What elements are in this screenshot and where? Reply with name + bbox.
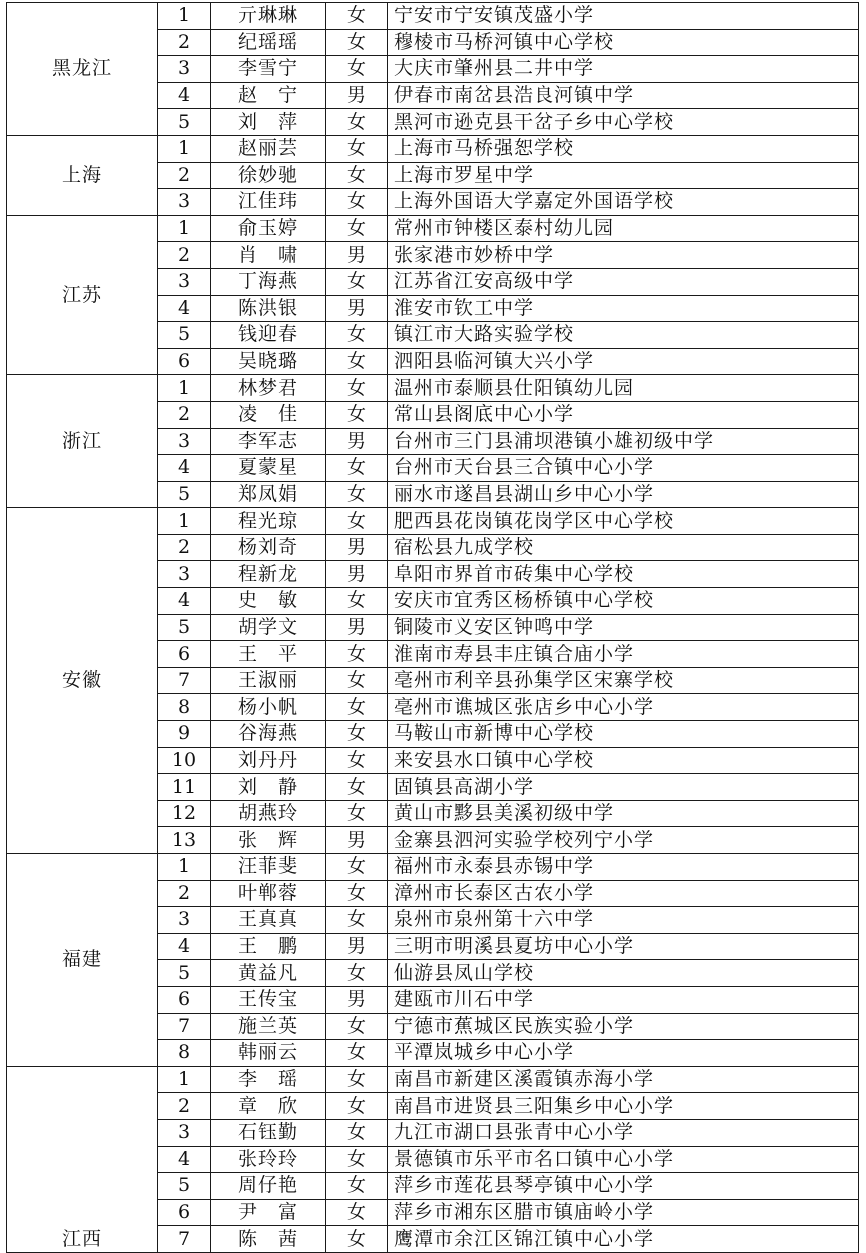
school-cell: 萍乡市莲花县琴亭镇中心小学: [388, 1173, 859, 1200]
school-cell: 泉州市泉州第十六中学: [388, 907, 859, 934]
gender-cell: 女: [326, 1226, 388, 1253]
name-cell: 胡学文: [211, 614, 326, 641]
school-cell: 宁安市宁安镇茂盛小学: [388, 3, 859, 30]
serial-number-cell: 3: [158, 189, 211, 216]
table-row: [7, 1066, 859, 1093]
gender-cell: 女: [326, 641, 388, 668]
gender-cell: 女: [326, 721, 388, 748]
name-cell: 钱迎春: [211, 322, 326, 349]
school-cell: 平潭岚城乡中心小学: [388, 1040, 859, 1067]
serial-number-cell: 3: [158, 428, 211, 455]
serial-number-cell: 1: [158, 508, 211, 535]
gender-cell: 女: [326, 747, 388, 774]
gender-cell: 女: [326, 1199, 388, 1226]
name-cell: 叶郸蓉: [211, 880, 326, 907]
serial-number-cell: 2: [158, 401, 211, 428]
serial-number-cell: 5: [158, 481, 211, 508]
name-cell: 徐妙驰: [211, 162, 326, 189]
serial-number-cell: 2: [158, 1093, 211, 1120]
gender-cell: 女: [326, 268, 388, 295]
serial-number-cell: 9: [158, 721, 211, 748]
name-cell: 赵丽芸: [211, 135, 326, 162]
school-cell: 黄山市黟县美溪初级中学: [388, 800, 859, 827]
school-cell: 铜陵市义安区钟鸣中学: [388, 614, 859, 641]
gender-cell: 女: [326, 880, 388, 907]
gender-cell: 女: [326, 401, 388, 428]
name-cell: 丁海燕: [211, 268, 326, 295]
name-cell: 石钰勤: [211, 1119, 326, 1146]
serial-number-cell: 3: [158, 561, 211, 588]
name-cell: 王传宝: [211, 986, 326, 1013]
school-cell: 伊春市南岔县浩良河镇中学: [388, 82, 859, 109]
serial-number-cell: 5: [158, 960, 211, 987]
gender-cell: 女: [326, 1013, 388, 1040]
name-cell: 章 欣: [211, 1093, 326, 1120]
province-cell: 上海: [7, 135, 158, 215]
serial-number-cell: 3: [158, 907, 211, 934]
gender-cell: 男: [326, 827, 388, 854]
table-row: [7, 375, 859, 402]
school-cell: 来安县水口镇中心学校: [388, 747, 859, 774]
gender-cell: 女: [326, 694, 388, 721]
name-cell: 李雪宁: [211, 56, 326, 83]
school-cell: 肥西县花岗镇花岗学区中心学校: [388, 508, 859, 535]
gender-cell: 女: [326, 481, 388, 508]
serial-number-cell: 6: [158, 986, 211, 1013]
serial-number-cell: 4: [158, 933, 211, 960]
serial-number-cell: 4: [158, 295, 211, 322]
school-cell: 丽水市遂昌县湖山乡中心小学: [388, 481, 859, 508]
name-cell: 韩丽云: [211, 1040, 326, 1067]
serial-number-cell: 1: [158, 854, 211, 881]
name-cell: 夏蒙星: [211, 455, 326, 482]
province-cell: 黑龙江: [7, 3, 158, 136]
school-cell: 南昌市新建区溪霞镇赤海小学: [388, 1066, 859, 1093]
name-cell: 黄益凡: [211, 960, 326, 987]
gender-cell: 女: [326, 109, 388, 136]
school-cell: 宿松县九成学校: [388, 534, 859, 561]
school-cell: 安庆市宜秀区杨桥镇中心学校: [388, 588, 859, 615]
serial-number-cell: 5: [158, 614, 211, 641]
serial-number-cell: 2: [158, 880, 211, 907]
school-cell: 镇江市大路实验学校: [388, 322, 859, 349]
province-cell: 浙江: [7, 375, 158, 508]
name-cell: 亓琳琳: [211, 3, 326, 30]
gender-cell: 女: [326, 322, 388, 349]
school-cell: 上海市罗星中学: [388, 162, 859, 189]
gender-cell: 女: [326, 1066, 388, 1093]
name-cell: 王淑丽: [211, 667, 326, 694]
name-cell: 凌 佳: [211, 401, 326, 428]
serial-number-cell: 11: [158, 774, 211, 801]
school-cell: 黑河市逊克县干岔子乡中心学校: [388, 109, 859, 136]
table-row: [7, 508, 859, 535]
gender-cell: 男: [326, 82, 388, 109]
name-cell: 陈 茜: [211, 1226, 326, 1253]
name-cell: 林梦君: [211, 375, 326, 402]
gender-cell: 男: [326, 295, 388, 322]
gender-cell: 女: [326, 907, 388, 934]
table-row: [7, 3, 859, 30]
name-cell: 江佳玮: [211, 189, 326, 216]
province-cell: 安徽: [7, 508, 158, 854]
name-cell: 程光琼: [211, 508, 326, 535]
school-cell: 常山县阁底中心小学: [388, 401, 859, 428]
serial-number-cell: 7: [158, 1013, 211, 1040]
name-cell: 胡燕玲: [211, 800, 326, 827]
gender-cell: 女: [326, 189, 388, 216]
gender-cell: 男: [326, 561, 388, 588]
school-cell: 上海市马桥强恕学校: [388, 135, 859, 162]
name-cell: 尹 富: [211, 1199, 326, 1226]
name-cell: 纪瑶瑶: [211, 29, 326, 56]
serial-number-cell: 3: [158, 268, 211, 295]
name-cell: 王真真: [211, 907, 326, 934]
serial-number-cell: 8: [158, 1040, 211, 1067]
school-cell: 江苏省江安高级中学: [388, 268, 859, 295]
school-cell: 三明市明溪县夏坊中心小学: [388, 933, 859, 960]
serial-number-cell: 2: [158, 242, 211, 269]
gender-cell: 女: [326, 3, 388, 30]
serial-number-cell: 4: [158, 588, 211, 615]
school-cell: 大庆市肇州县二井中学: [388, 56, 859, 83]
name-cell: 刘丹丹: [211, 747, 326, 774]
serial-number-cell: 6: [158, 1199, 211, 1226]
gender-cell: 女: [326, 1119, 388, 1146]
name-cell: 陈洪银: [211, 295, 326, 322]
name-cell: 肖 啸: [211, 242, 326, 269]
gender-cell: 女: [326, 348, 388, 375]
school-cell: 建瓯市川石中学: [388, 986, 859, 1013]
gender-cell: 男: [326, 986, 388, 1013]
name-cell: 刘 静: [211, 774, 326, 801]
gender-cell: 女: [326, 1040, 388, 1067]
gender-cell: 女: [326, 508, 388, 535]
name-cell: 李军志: [211, 428, 326, 455]
school-cell: 宁德市蕉城区民族实验小学: [388, 1013, 859, 1040]
name-cell: 周仔艳: [211, 1173, 326, 1200]
table-row: [7, 854, 859, 881]
school-cell: 亳州市谯城区张店乡中心小学: [388, 694, 859, 721]
serial-number-cell: 5: [158, 322, 211, 349]
serial-number-cell: 1: [158, 215, 211, 242]
serial-number-cell: 2: [158, 29, 211, 56]
serial-number-cell: 6: [158, 348, 211, 375]
serial-number-cell: 6: [158, 641, 211, 668]
name-cell: 张 辉: [211, 827, 326, 854]
name-cell: 施兰英: [211, 1013, 326, 1040]
serial-number-cell: 13: [158, 827, 211, 854]
serial-number-cell: 1: [158, 375, 211, 402]
school-cell: 南昌市进贤县三阳集乡中心小学: [388, 1093, 859, 1120]
gender-cell: 女: [326, 1146, 388, 1173]
school-cell: 阜阳市界首市砖集中心学校: [388, 561, 859, 588]
gender-cell: 女: [326, 1173, 388, 1200]
serial-number-cell: 4: [158, 1146, 211, 1173]
school-cell: 马鞍山市新博中心学校: [388, 721, 859, 748]
serial-number-cell: 2: [158, 162, 211, 189]
school-cell: 泗阳县临河镇大兴小学: [388, 348, 859, 375]
serial-number-cell: 5: [158, 109, 211, 136]
serial-number-cell: 3: [158, 1119, 211, 1146]
gender-cell: 女: [326, 455, 388, 482]
serial-number-cell: 5: [158, 1173, 211, 1200]
name-cell: 刘 萍: [211, 109, 326, 136]
name-cell: 赵 宁: [211, 82, 326, 109]
serial-number-cell: 4: [158, 455, 211, 482]
roster-table: [6, 2, 859, 1253]
name-cell: 杨刘奇: [211, 534, 326, 561]
gender-cell: 女: [326, 588, 388, 615]
school-cell: 台州市天台县三合镇中心小学: [388, 455, 859, 482]
gender-cell: 女: [326, 135, 388, 162]
school-cell: 仙游县凤山学校: [388, 960, 859, 987]
serial-number-cell: 4: [158, 82, 211, 109]
school-cell: 鹰潭市余江区锦江镇中心小学: [388, 1226, 859, 1253]
roster-body: [7, 3, 859, 1253]
province-cell: 江苏: [7, 215, 158, 375]
school-cell: 常州市钟楼区泰村幼儿园: [388, 215, 859, 242]
school-cell: 漳州市长泰区古农小学: [388, 880, 859, 907]
gender-cell: 男: [326, 933, 388, 960]
gender-cell: 女: [326, 667, 388, 694]
serial-number-cell: 7: [158, 667, 211, 694]
name-cell: 谷海燕: [211, 721, 326, 748]
gender-cell: 女: [326, 854, 388, 881]
name-cell: 杨小帆: [211, 694, 326, 721]
province-cell: 福建: [7, 854, 158, 1067]
table-row: [7, 135, 859, 162]
name-cell: 程新龙: [211, 561, 326, 588]
school-cell: 萍乡市湘东区腊市镇庙岭小学: [388, 1199, 859, 1226]
school-cell: 淮安市钦工中学: [388, 295, 859, 322]
gender-cell: 男: [326, 428, 388, 455]
school-cell: 景德镇市乐平市名口镇中心小学: [388, 1146, 859, 1173]
school-cell: 亳州市利辛县孙集学区宋寨学校: [388, 667, 859, 694]
serial-number-cell: 8: [158, 694, 211, 721]
serial-number-cell: 7: [158, 1226, 211, 1253]
gender-cell: 女: [326, 56, 388, 83]
gender-cell: 女: [326, 29, 388, 56]
gender-cell: 女: [326, 162, 388, 189]
gender-cell: 女: [326, 800, 388, 827]
serial-number-cell: 1: [158, 135, 211, 162]
name-cell: 李 瑶: [211, 1066, 326, 1093]
name-cell: 俞玉婷: [211, 215, 326, 242]
school-cell: 温州市泰顺县仕阳镇幼儿园: [388, 375, 859, 402]
name-cell: 汪菲斐: [211, 854, 326, 881]
gender-cell: 女: [326, 774, 388, 801]
name-cell: 郑凤娟: [211, 481, 326, 508]
school-cell: 金寨县泗河实验学校列宁小学: [388, 827, 859, 854]
name-cell: 史 敏: [211, 588, 326, 615]
school-cell: 九江市湖口县张青中心小学: [388, 1119, 859, 1146]
serial-number-cell: 10: [158, 747, 211, 774]
serial-number-cell: 3: [158, 56, 211, 83]
name-cell: 王 平: [211, 641, 326, 668]
name-cell: 王 鹏: [211, 933, 326, 960]
serial-number-cell: 12: [158, 800, 211, 827]
name-cell: 吴晓璐: [211, 348, 326, 375]
gender-cell: 女: [326, 215, 388, 242]
gender-cell: 女: [326, 1093, 388, 1120]
gender-cell: 男: [326, 614, 388, 641]
school-cell: 淮南市寿县丰庄镇合庙小学: [388, 641, 859, 668]
province-cell: 江西: [7, 1066, 158, 1252]
serial-number-cell: 2: [158, 534, 211, 561]
gender-cell: 女: [326, 960, 388, 987]
serial-number-cell: 1: [158, 3, 211, 30]
gender-cell: 男: [326, 242, 388, 269]
school-cell: 张家港市妙桥中学: [388, 242, 859, 269]
school-cell: 穆棱市马桥河镇中心学校: [388, 29, 859, 56]
name-cell: 张玲玲: [211, 1146, 326, 1173]
gender-cell: 男: [326, 534, 388, 561]
school-cell: 固镇县高湖小学: [388, 774, 859, 801]
serial-number-cell: 1: [158, 1066, 211, 1093]
school-cell: 台州市三门县浦坝港镇小雄初级中学: [388, 428, 859, 455]
school-cell: 福州市永泰县赤锡中学: [388, 854, 859, 881]
gender-cell: 女: [326, 375, 388, 402]
school-cell: 上海外国语大学嘉定外国语学校: [388, 189, 859, 216]
table-row: [7, 215, 859, 242]
